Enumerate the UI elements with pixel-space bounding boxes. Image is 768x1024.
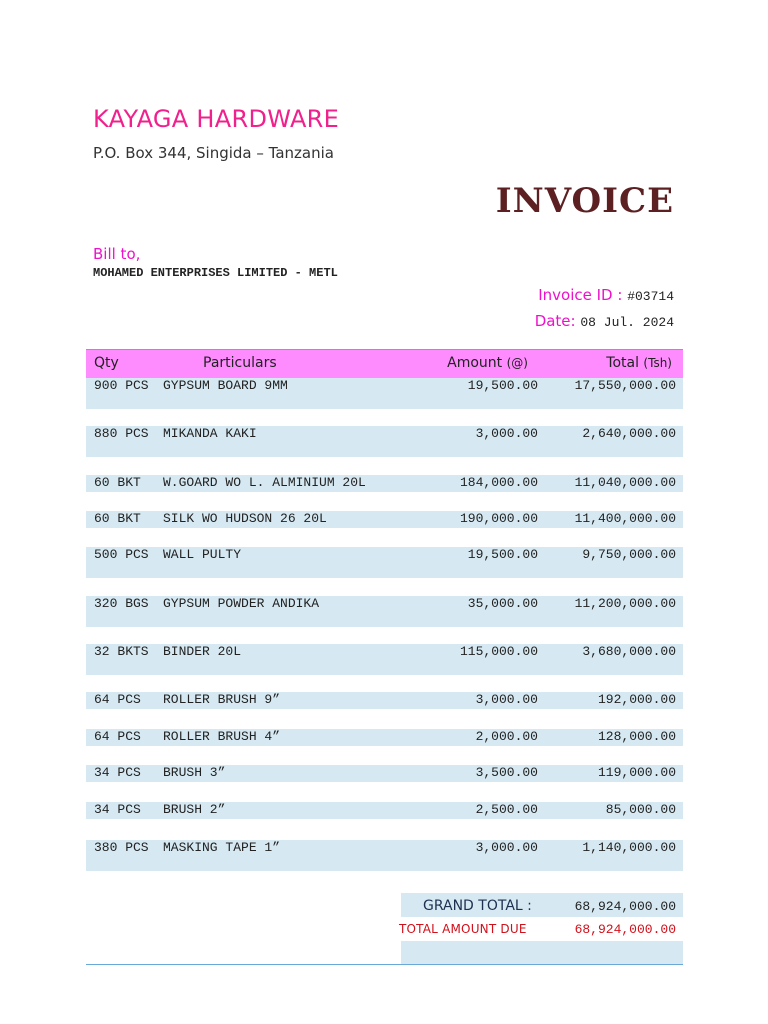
header-amount-label: Amount [447,355,503,371]
row-qty: 32 BKTS [94,644,149,659]
table-row [86,511,683,528]
row-qty: 64 PCS [94,729,141,744]
header-total-unit: (Tsh) [643,356,672,370]
header-particulars: Particulars [203,355,277,371]
row-amount: 190,000.00 [459,511,538,526]
invoice-date-value: 08 Jul. 2024 [580,315,674,330]
row-total: 192,000.00 [597,692,676,707]
table-header [86,349,683,380]
invoice-id-row [538,286,674,304]
row-qty: 60 BKT [94,511,141,526]
document-title: INVOICE [495,181,674,221]
row-qty: 64 PCS [94,692,141,707]
header-amount-unit: (@) [506,356,528,370]
row-qty: 34 PCS [94,765,141,780]
row-total: 85,000.00 [605,802,676,817]
invoice-id-value: #03714 [627,289,674,304]
table-row [86,426,683,457]
bottom-divider [86,964,683,965]
company-address: P.O. Box 344, Singida – Tanzania [93,144,334,162]
company-name: KAYAGA HARDWARE [93,105,340,133]
row-particulars: BRUSH 3” [163,765,226,780]
invoice-id-label: Invoice ID : [538,286,623,304]
row-total: 9,750,000.00 [582,547,676,562]
row-particulars: BINDER 20L [163,644,242,659]
header-amount [447,355,528,371]
row-particulars: BRUSH 2” [163,802,226,817]
grand-total-value: 68,924,000.00 [574,899,676,914]
row-amount: 184,000.00 [459,475,538,490]
row-particulars: GYPSUM BOARD 9MM [163,378,288,393]
row-amount: 3,000.00 [475,692,538,707]
row-particulars: ROLLER BRUSH 9” [163,692,281,707]
invoice-date-label: Date: [534,312,576,330]
row-particulars: ROLLER BRUSH 4” [163,729,281,744]
row-amount: 2,500.00 [475,802,538,817]
header-total [606,355,672,371]
amount-due-row [401,917,683,941]
row-amount: 19,500.00 [467,378,538,393]
row-total: 119,000.00 [597,765,676,780]
row-particulars: SILK WO HUDSON 26 20L [163,511,327,526]
table-row [86,840,683,871]
bill-to-label: Bill to, [93,245,141,263]
table-row [86,692,683,709]
grand-total-label: GRAND TOTAL : [423,898,532,914]
row-total: 11,200,000.00 [574,596,676,611]
totals-box [401,893,683,964]
row-qty: 320 BGS [94,596,149,611]
table-row [86,547,683,578]
row-amount: 19,500.00 [467,547,538,562]
row-amount: 3,000.00 [475,426,538,441]
table-row [86,475,683,492]
header-total-label: Total [606,355,639,371]
row-particulars: WALL PULTY [163,547,242,562]
table-row [86,644,683,675]
grand-total-row [401,893,683,917]
amount-due-label: TOTAL AMOUNT DUE [399,922,527,936]
row-qty: 900 PCS [94,378,149,393]
table-row [86,729,683,746]
row-total: 11,040,000.00 [574,475,676,490]
row-total: 11,400,000.00 [574,511,676,526]
row-total: 3,680,000.00 [582,644,676,659]
row-amount: 3,000.00 [475,840,538,855]
row-particulars: GYPSUM POWDER ANDIKA [163,596,320,611]
header-qty: Qty [94,355,119,371]
row-qty: 500 PCS [94,547,149,562]
row-total: 1,140,000.00 [582,840,676,855]
totals-blank-row [401,941,683,964]
table-row [86,802,683,819]
row-qty: 880 PCS [94,426,149,441]
row-particulars: MIKANDA KAKI [163,426,257,441]
amount-due-value: 68,924,000.00 [574,922,676,937]
table-row [86,596,683,627]
table-row [86,765,683,782]
row-amount: 115,000.00 [459,644,538,659]
row-qty: 34 PCS [94,802,141,817]
row-qty: 380 PCS [94,840,149,855]
row-total: 128,000.00 [597,729,676,744]
row-amount: 3,500.00 [475,765,538,780]
row-particulars: W.GOARD WO L. ALMINIUM 20L [163,475,366,490]
bill-to-name: MOHAMED ENTERPRISES LIMITED - METL [93,266,338,280]
invoice-date-row [535,312,674,330]
table-row [86,378,683,409]
row-total: 17,550,000.00 [574,378,676,393]
row-amount: 2,000.00 [475,729,538,744]
row-qty: 60 BKT [94,475,141,490]
row-total: 2,640,000.00 [582,426,676,441]
row-amount: 35,000.00 [467,596,538,611]
row-particulars: MASKING TAPE 1” [163,840,281,855]
line-items-table [86,349,683,855]
